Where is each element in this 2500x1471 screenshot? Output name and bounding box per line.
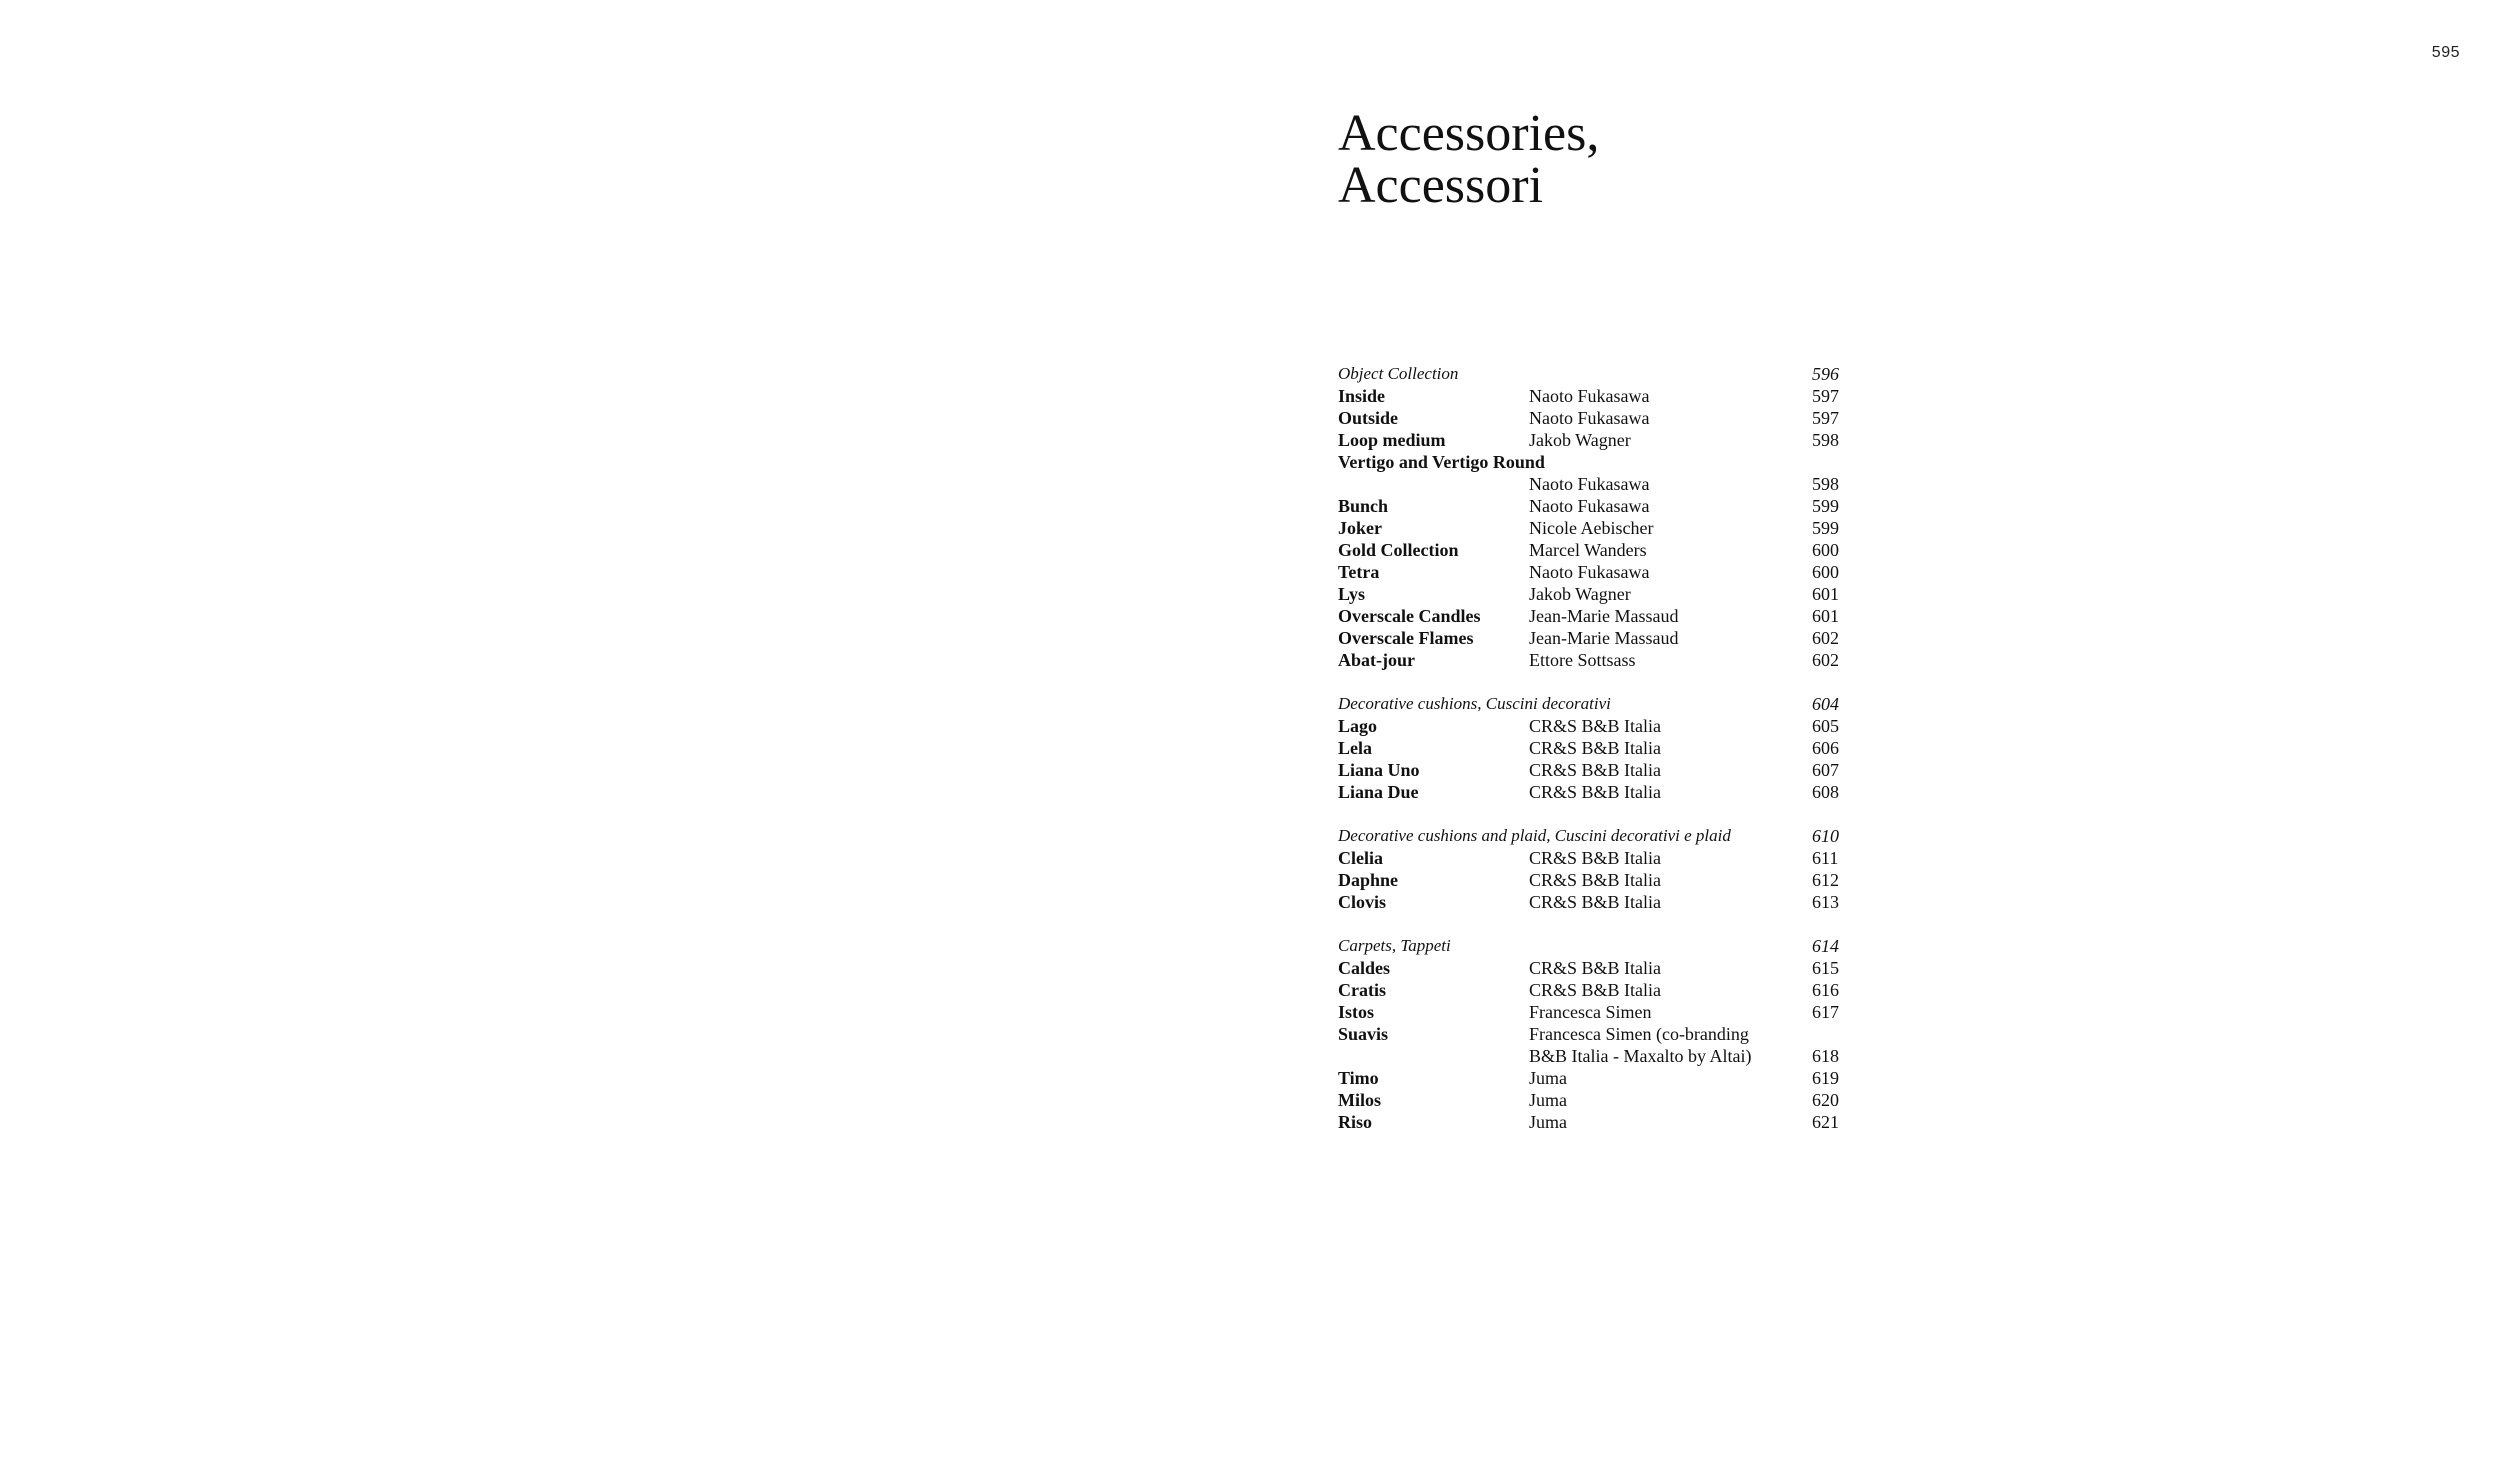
section-heading bbox=[1338, 363, 1858, 385]
designer-name: B&B Italia - Maxalto by Altai) bbox=[1529, 1046, 1752, 1066]
toc-row bbox=[1338, 1067, 1858, 1089]
product-name: Suavis bbox=[1338, 1024, 1389, 1044]
toc-row bbox=[1338, 451, 1858, 473]
page-reference: 601 bbox=[1812, 584, 1839, 604]
page-reference: 608 bbox=[1812, 782, 1839, 802]
designer-name: Jean-Marie Massaud bbox=[1529, 606, 1679, 626]
product-name: Joker bbox=[1338, 518, 1382, 538]
designer-name: CR&S B&B Italia bbox=[1529, 958, 1662, 978]
page-number: 595 bbox=[2431, 44, 2460, 61]
section-heading bbox=[1338, 693, 1858, 715]
toc-section bbox=[1338, 693, 1858, 803]
toc-row bbox=[1338, 561, 1858, 583]
designer-name: Naoto Fukasawa bbox=[1529, 408, 1650, 428]
toc-row bbox=[1338, 385, 1858, 407]
toc-row bbox=[1338, 473, 1858, 495]
toc-row bbox=[1338, 759, 1858, 781]
page-reference: 606 bbox=[1812, 738, 1839, 758]
product-name: Overscale Flames bbox=[1338, 628, 1474, 648]
page-reference: 601 bbox=[1812, 606, 1839, 626]
page-reference: 611 bbox=[1812, 848, 1839, 868]
designer-name: CR&S B&B Italia bbox=[1529, 716, 1662, 736]
section-heading-page: 604 bbox=[1812, 694, 1839, 714]
toc-row bbox=[1338, 583, 1858, 605]
product-name: Inside bbox=[1338, 386, 1386, 406]
product-name: Cratis bbox=[1338, 980, 1386, 1000]
product-name: Lys bbox=[1338, 584, 1366, 604]
section-heading bbox=[1338, 825, 1858, 847]
designer-name: CR&S B&B Italia bbox=[1529, 782, 1662, 802]
page-reference: 598 bbox=[1812, 474, 1839, 494]
toc-row bbox=[1338, 495, 1858, 517]
designer-name: Nicole Aebischer bbox=[1529, 518, 1654, 538]
section-heading-title: Carpets, Tappeti bbox=[1338, 936, 1451, 955]
page-reference: 620 bbox=[1812, 1090, 1839, 1110]
product-name: Tetra bbox=[1338, 562, 1380, 582]
product-name: Outside bbox=[1338, 408, 1399, 428]
product-name: Milos bbox=[1338, 1090, 1381, 1110]
toc-row bbox=[1338, 429, 1858, 451]
designer-name: Naoto Fukasawa bbox=[1529, 474, 1650, 494]
designer-name: Marcel Wanders bbox=[1529, 540, 1647, 560]
product-name: Lela bbox=[1338, 738, 1372, 758]
section-heading-page: 596 bbox=[1812, 364, 1839, 384]
product-name: Loop medium bbox=[1338, 430, 1446, 450]
page-reference: 616 bbox=[1812, 980, 1839, 1000]
product-name: Clelia bbox=[1338, 848, 1383, 868]
page-reference: 621 bbox=[1812, 1112, 1839, 1132]
product-name: Caldes bbox=[1338, 958, 1391, 978]
page-title-line-1: Accessories, bbox=[1338, 105, 1600, 162]
toc-row bbox=[1338, 605, 1858, 627]
product-name: Bunch bbox=[1338, 496, 1389, 516]
designer-name: CR&S B&B Italia bbox=[1529, 870, 1662, 890]
toc-section bbox=[1338, 935, 1858, 1133]
product-name: Clovis bbox=[1338, 892, 1387, 912]
toc-row bbox=[1338, 847, 1858, 869]
product-name: Istos bbox=[1338, 1002, 1375, 1022]
designer-name: Jean-Marie Massaud bbox=[1529, 628, 1679, 648]
page-reference: 602 bbox=[1812, 650, 1839, 670]
designer-name: CR&S B&B Italia bbox=[1529, 760, 1662, 780]
designer-name: Juma bbox=[1529, 1068, 1567, 1088]
toc-row bbox=[1338, 715, 1858, 737]
section-heading-page: 614 bbox=[1812, 936, 1839, 956]
designer-name: CR&S B&B Italia bbox=[1529, 738, 1662, 758]
designer-name: CR&S B&B Italia bbox=[1529, 848, 1662, 868]
toc-row bbox=[1338, 737, 1858, 759]
toc-row bbox=[1338, 649, 1858, 671]
page-reference: 597 bbox=[1812, 386, 1839, 406]
designer-name: Ettore Sottsass bbox=[1529, 650, 1636, 670]
product-name: Liana Due bbox=[1338, 782, 1419, 802]
section-heading bbox=[1338, 935, 1858, 957]
designer-name: Naoto Fukasawa bbox=[1529, 496, 1650, 516]
page-title-line-2: Accessori bbox=[1338, 157, 1544, 214]
page-reference: 605 bbox=[1812, 716, 1839, 736]
page-reference: 618 bbox=[1812, 1046, 1839, 1066]
product-name: Lago bbox=[1338, 716, 1378, 736]
table-of-contents bbox=[1338, 363, 1858, 1155]
product-name: Daphne bbox=[1338, 870, 1399, 890]
page-reference: 607 bbox=[1812, 760, 1839, 780]
toc-section bbox=[1338, 825, 1858, 913]
product-name: Timo bbox=[1338, 1068, 1379, 1088]
designer-name: Francesca Simen bbox=[1529, 1002, 1652, 1022]
page-reference: 615 bbox=[1812, 958, 1839, 978]
page-reference: 600 bbox=[1812, 562, 1839, 582]
page-reference: 599 bbox=[1812, 496, 1839, 516]
page-reference: 619 bbox=[1812, 1068, 1839, 1088]
designer-name: Naoto Fukasawa bbox=[1529, 562, 1650, 582]
toc-row bbox=[1338, 979, 1858, 1001]
designer-name: CR&S B&B Italia bbox=[1529, 892, 1662, 912]
toc-row bbox=[1338, 1023, 1858, 1045]
section-heading-title: Decorative cushions, Cuscini decorativi bbox=[1338, 694, 1611, 713]
toc-section bbox=[1338, 363, 1858, 671]
designer-name: Jakob Wagner bbox=[1529, 430, 1631, 450]
page-reference: 598 bbox=[1812, 430, 1839, 450]
product-name: Abat-jour bbox=[1338, 650, 1415, 670]
designer-name: Juma bbox=[1529, 1090, 1567, 1110]
section-heading-page: 610 bbox=[1812, 826, 1839, 846]
designer-name: Jakob Wagner bbox=[1529, 584, 1631, 604]
product-name: Gold Collection bbox=[1338, 540, 1459, 560]
toc-row bbox=[1338, 627, 1858, 649]
product-name: Riso bbox=[1338, 1112, 1373, 1132]
toc-row bbox=[1338, 869, 1858, 891]
page-reference: 597 bbox=[1812, 408, 1839, 428]
page-reference: 612 bbox=[1812, 870, 1839, 890]
designer-name: CR&S B&B Italia bbox=[1529, 980, 1662, 1000]
toc-row bbox=[1338, 1001, 1858, 1023]
toc-row bbox=[1338, 781, 1858, 803]
toc-row bbox=[1338, 539, 1858, 561]
product-name: Vertigo and Vertigo Round bbox=[1338, 452, 1545, 472]
toc-row bbox=[1338, 891, 1858, 913]
section-heading-title: Object Collection bbox=[1338, 364, 1459, 383]
page-reference: 600 bbox=[1812, 540, 1839, 560]
page-title bbox=[1338, 105, 1600, 214]
toc-row bbox=[1338, 1089, 1858, 1111]
section-heading-title: Decorative cushions and plaid, Cuscini decorativi e plaid bbox=[1338, 826, 1731, 845]
product-name: Overscale Candles bbox=[1338, 606, 1481, 626]
page-reference: 617 bbox=[1812, 1002, 1839, 1022]
designer-name: Francesca Simen (co-branding bbox=[1529, 1024, 1749, 1044]
designer-name: Naoto Fukasawa bbox=[1529, 386, 1650, 406]
toc-row bbox=[1338, 407, 1858, 429]
page-reference: 602 bbox=[1812, 628, 1839, 648]
product-name: Liana Uno bbox=[1338, 760, 1420, 780]
designer-name: Juma bbox=[1529, 1112, 1567, 1132]
page-reference: 599 bbox=[1812, 518, 1839, 538]
toc-row bbox=[1338, 957, 1858, 979]
toc-row bbox=[1338, 1045, 1858, 1067]
toc-row bbox=[1338, 517, 1858, 539]
page-reference: 613 bbox=[1812, 892, 1839, 912]
toc-row bbox=[1338, 1111, 1858, 1133]
